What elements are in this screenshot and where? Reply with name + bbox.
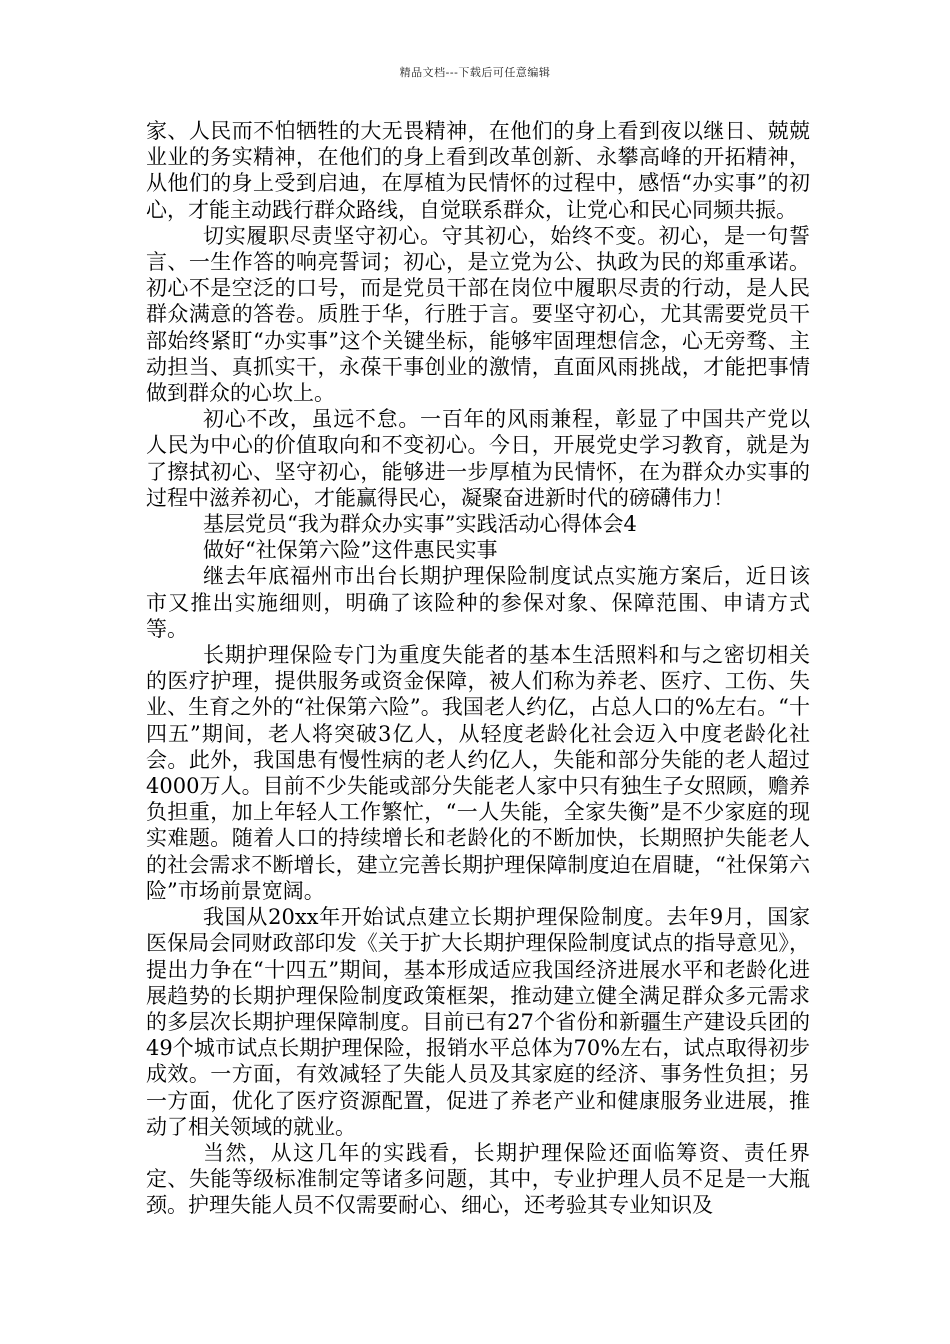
section-subtitle: 做好“社保第六险”这件惠民实事: [203, 538, 498, 563]
paragraph-7: 当然，从这几年的实践看，长期护理保险还面临筹资、责任界定、失能等级标准制定等诸多问题，其中，专业护理人员不足是一大瓶颈。护理失能人员不仅需要耐心、细心，还考验其专业知识及: [146, 1140, 810, 1218]
page-header: 精品文档---下载后可任意编辑: [399, 66, 551, 79]
paragraph-2: 切实履职尽责坚守初心。守其初心，始终不变。初心，是一句誓言、一生作答的响亮誓词；初心，是立党为公、执政为民的郑重承诺。初心不是空泛的口号，而是党员干部在岗位中履职尽责的行动，是人民群众满意的答卷。质胜于华，行胜于言。要坚守初心，尤其需要党员干部始终紧盯“办实事”这个关键坐标，能够牢固理想信念，心无旁骛、主动担当、真抓实干，永葆干事创业的激情，直面风雨挑战，才能把事情做到群众的心坎上。: [146, 223, 810, 406]
paragraph-4: 继去年底福州市出台长期护理保险制度试点实施方案后，近日该市又推出实施细则，明确了该险种的参保对象、保障范围、申请方式等。: [146, 564, 810, 641]
paragraph-6: 我国从20xx年开始试点建立长期护理保险制度。去年9月，国家医保局会同财政部印发《关于扩大长期护理保险制度试点的指导意见》，提出力争在“十四五”期间，基本形成适应我国经济进展水平和老龄化进展趋势的长期护理保险制度政策框架，推动建立健全满足群众多元需求的多层次长期护理保障制度。目前已有27个省份和新疆生产建设兵团的49个城市试点长期护理保险，报销水平总体为70%左右，试点取得初步成效。一方面，有效减轻了失能人员及其家庭的经济、事务性负担；另一方面，优化了医疗资源配置，促进了养老产业和健康服务业进展，推动了相关领域的就业。: [146, 905, 810, 1139]
paragraph-1: 家、人民而不怕牺牲的大无畏精神，在他们的身上看到夜以继日、兢兢业业的务实精神，在他们的身上看到改革创新、永攀高峰的开拓精神，从他们的身上受到启迪，在厚植为民情怀的过程中，感悟“办实事”的初心，才能主动践行群众路线，自觉联系群众，让党心和民心同频共振。: [146, 119, 810, 222]
section-title: 基层党员“我为群众办实事”实践活动心得体会4: [203, 512, 637, 537]
paragraph-3: 初心不改，虽远不怠。一百年的风雨兼程，彰显了中国共产党以人民为中心的价值取向和不变初心。今日，开展党史学习教育，就是为了擦拭初心、坚守初心，能够进一步厚植为民情怀，在为群众办实事的过程中滋养初心，才能赢得民心，凝聚奋进新时代的磅礴伟力！: [146, 407, 810, 510]
paragraph-5: 长期护理保险专门为重度失能者的基本生活照料和与之密切相关的医疗护理，提供服务或资金保障，被人们称为养老、医疗、工伤、失业、生育之外的“社保第六险”。我国老人约亿，占总人口的%左右。“十四五”期间，老人将突破3亿人，从轻度老龄化社会迈入中度老龄化社会。此外，我国患有慢性病的老人约亿人，失能和部分失能的老人超过4000万人。目前不少失能或部分失能老人家中只有独生子女照顾，赡养负担重，加上年轻人工作繁忙，“一人失能，全家失衡”是不少家庭的现实难题。随着人口的持续增长和老龄化的不断加快，长期照护失能老人的社会需求不断增长，建立完善长期护理保障制度迫在眉睫，“社保第六险”市场前景宽阔。: [146, 643, 810, 903]
document-body: [146, 118, 810, 1219]
